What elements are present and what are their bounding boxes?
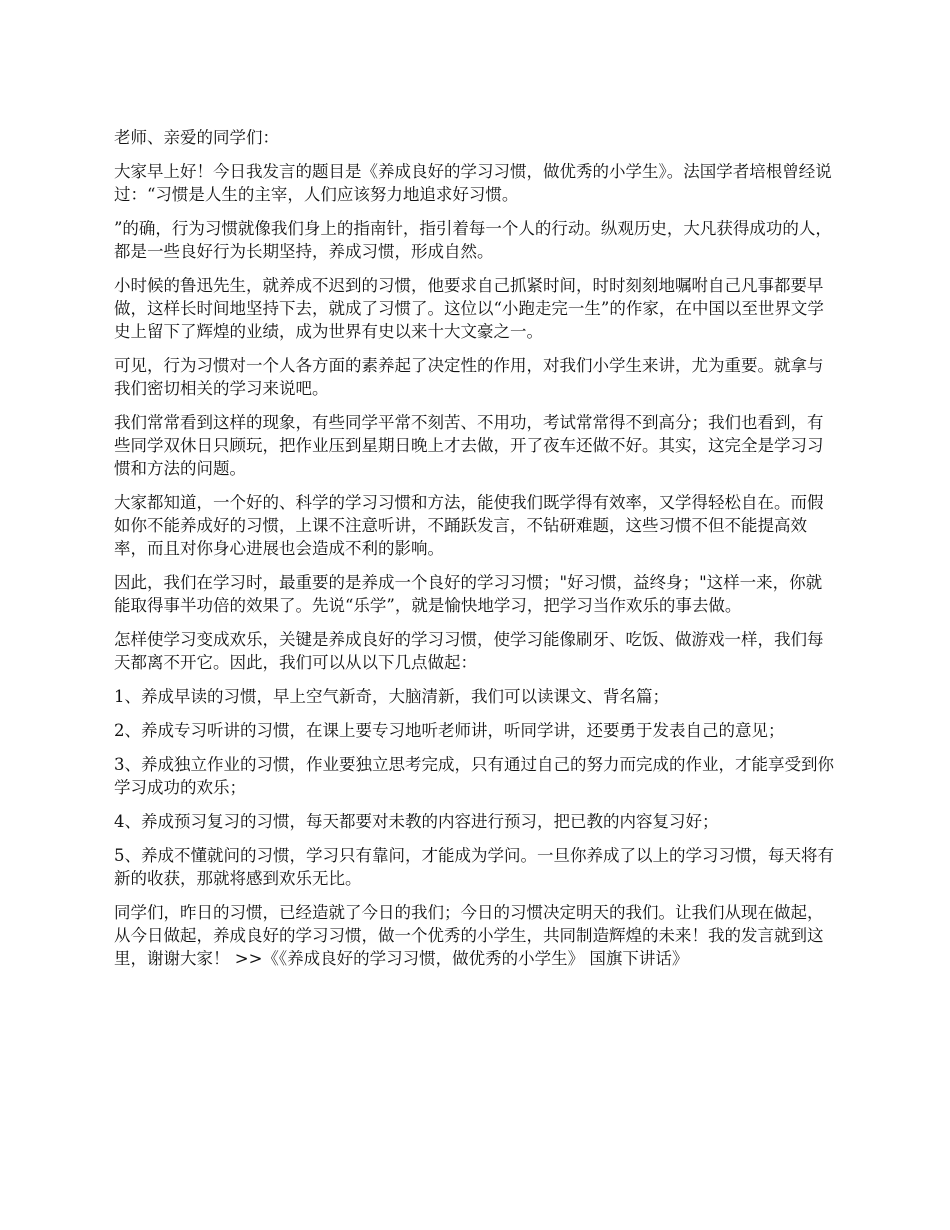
paragraph-scientific-method: 大家都知道，一个好的、科学的学习习惯和方法，能使我们既学得有效率，又学得轻松自在。而假如你不能养成好的习惯，上课不注意听讲，不踊跃发言，不钻研难题，这些习惯不但不能提高效率，而且对你身心进展也会造成不利的影响。 [114, 493, 824, 558]
list-item-morning-reading: 1、养成早读的习惯，早上空气新奇，大脑清新，我们可以读课文、背名篇； [114, 687, 669, 706]
paragraph-phenomenon: 我们常常看到这样的现象，有些同学平常不刻苦、不用功，考试常常得不到高分；我们也看到，有些同学双休日只顾玩，把作业压到星期日晚上才去做，开了夜车还做不好。其实，这完全是学习习惯和方法的问题。 [114, 413, 824, 478]
paragraph-lu-xun: 小时候的鲁迅先生，就养成不迟到的习惯，他要求自己抓紧时间，时时刻刻地嘱咐自己凡事都要早做，这样长时间地坚持下去，就成了习惯了。这位以“小跑走完一生”的作家，在中国以至世界文学史上留下了辉煌的业绩，成为世界有史以来十大文豪之一。 [114, 276, 824, 341]
paragraph-closing: 同学们，昨日的习惯，已经造就了今日的我们；今日的习惯决定明天的我们。让我们从现在做起，从今日做起，养成良好的学习习惯，做一个优秀的小学生，共同制造辉煌的未来！我的发言就到这里，谢谢大家！ >>《《养成良好的学习习惯，做优秀的小学生》 国旗下讲话》 [114, 903, 824, 968]
list-item-preview-review: 4、养成预习复习的习惯，每天都要对未教的内容进行预习，把已教的内容复习好； [114, 812, 719, 831]
list-item-asking: 5、养成不懂就问的习惯，学习只有靠问，才能成为学问。一旦你养成了以上的学习习惯，每天将有新的收获，那就将感到欢乐无比。 [114, 846, 834, 888]
paragraph-how-to: 怎样使学习变成欢乐，关键是养成良好的学习习惯，使学习能像刷牙、吃饭、做游戏一样，我们每天都离不开它。因此，我们可以从以下几点做起： [114, 630, 824, 672]
paragraph-happy-learning: 因此，我们在学习时，最重要的是养成一个良好的学习习惯；"好习惯，益终身；"这样一来，你就能取得事半功倍的效果了。先说“乐学”，就是愉快地学习，把学习当作欢乐的事去做。 [114, 573, 823, 615]
document-body [114, 126, 836, 981]
salutation: 老师、亲爱的同学们： [114, 128, 279, 147]
paragraph-intro: 大家早上好！今日我发言的题目是《养成良好的学习习惯，做优秀的小学生》。法国学者培根曾经说过：“习惯是人生的主宰，人们应该努力地追求好习惯。 [114, 162, 832, 204]
list-item-listening: 2、养成专习听讲的习惯，在课上要专习地听老师讲，听同学讲，还要勇于发表自己的意见； [114, 721, 785, 740]
paragraph-importance: 可见，行为习惯对一个人各方面的素养起了决定性的作用，对我们小学生来讲，尤为重要。就拿与我们密切相关的学习来说吧。 [114, 356, 824, 398]
paragraph-habit-compass: ”的确，行为习惯就像我们身上的指南针，指引着每一个人的行动。纵观历史，大凡获得成功的人，都是一些良好行为长期坚持，养成习惯，形成自然。 [114, 219, 832, 261]
list-item-independent-homework: 3、养成独立作业的习惯，作业要独立思考完成，只有通过自己的努力而完成的作业，才能享受到你学习成功的欢乐； [114, 755, 834, 797]
